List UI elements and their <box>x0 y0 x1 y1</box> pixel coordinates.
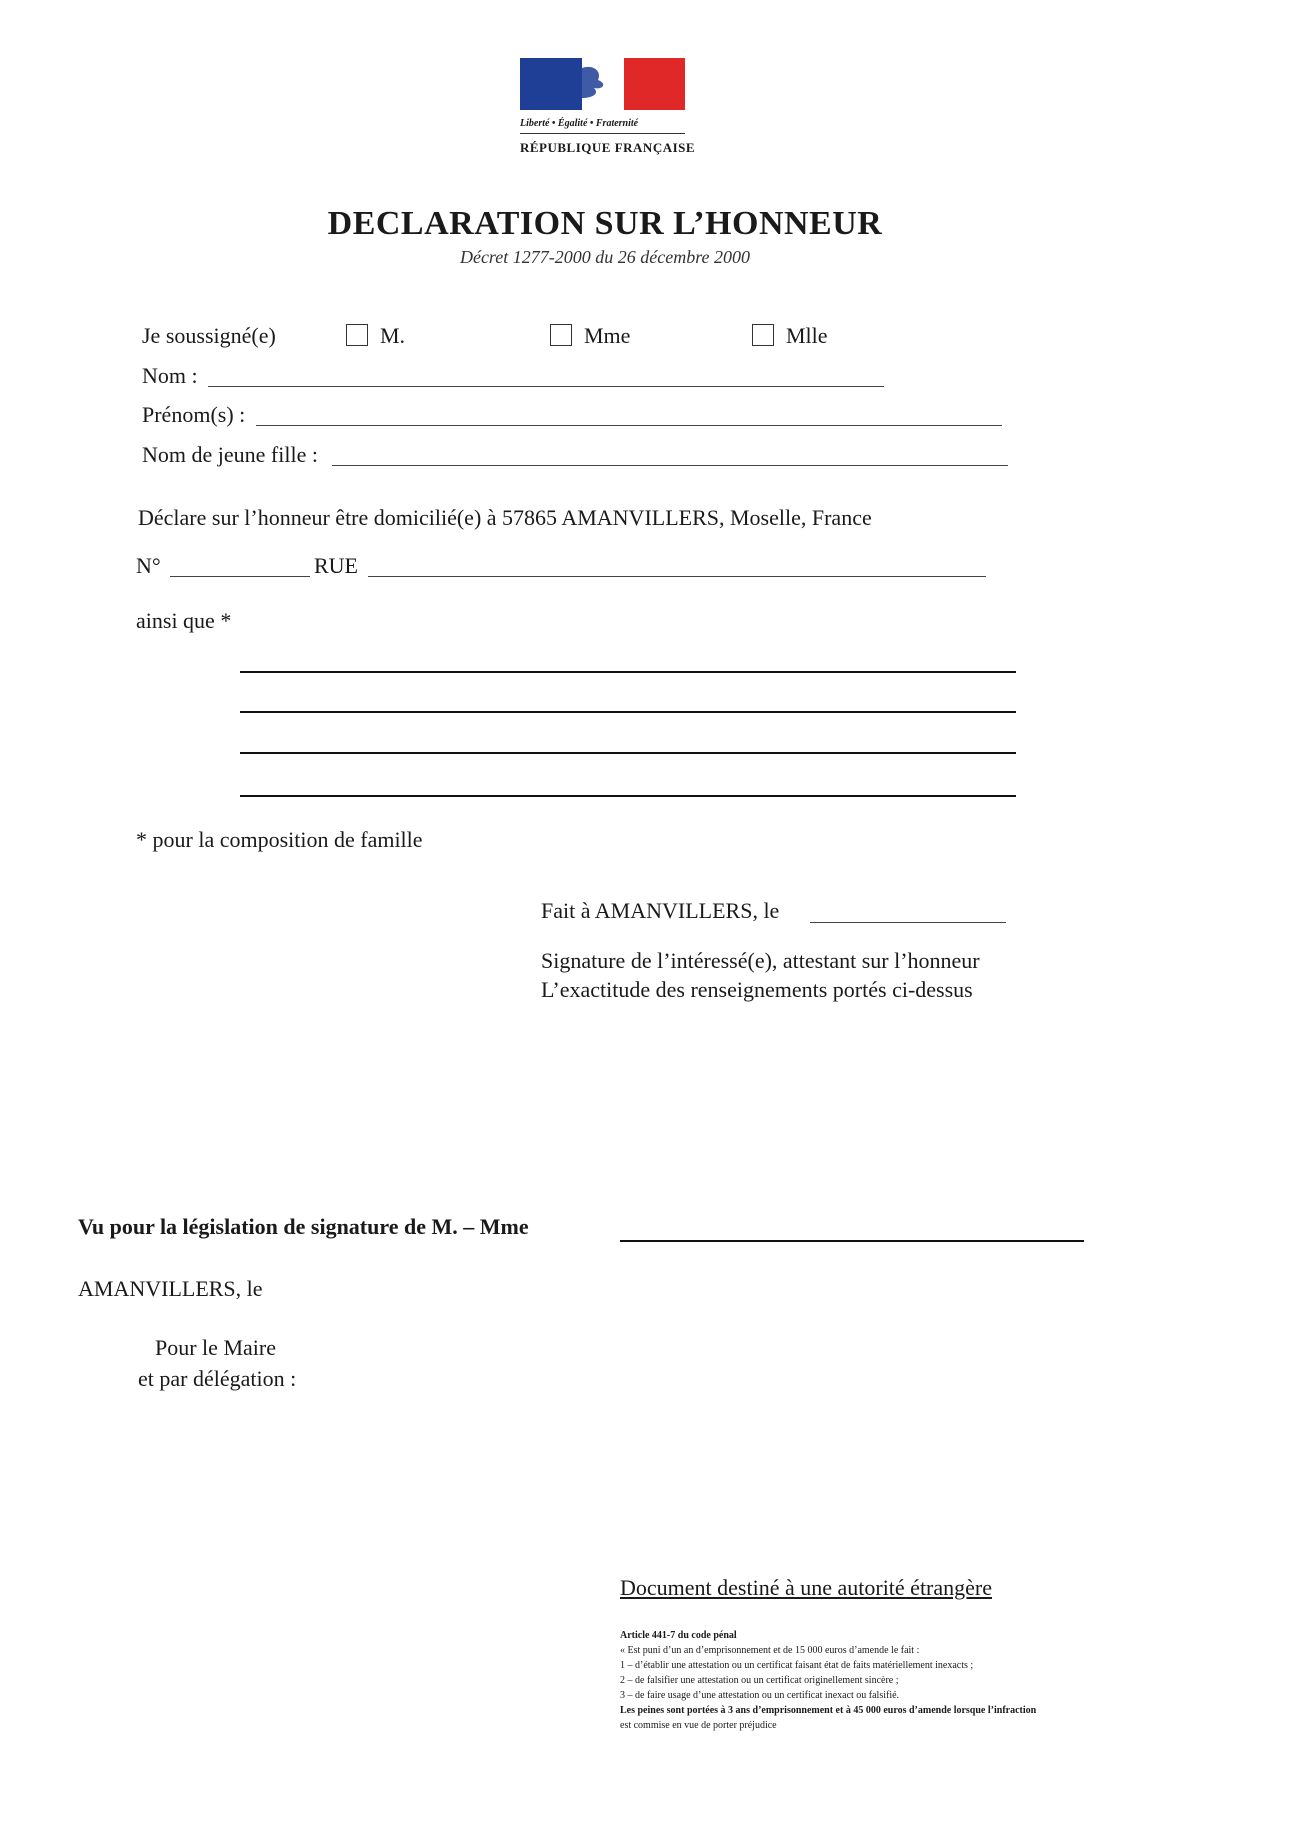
notice-line: Les peines sont portées à 3 ans d’emprisonnement et à 45 000 euros d’amende lorsque l’infraction <box>620 1705 1037 1716</box>
page-subtitle: Décret 1277-2000 du 26 décembre 2000 <box>459 247 751 267</box>
checkbox-mlle[interactable] <box>752 324 774 346</box>
checkbox-mme[interactable] <box>550 324 572 346</box>
nom-field[interactable] <box>208 386 884 387</box>
famille-line-4[interactable] <box>240 795 1016 797</box>
par-delegation: et par délégation : <box>138 1366 297 1391</box>
notice-line: « Est puni d’un an d’emprisonnement et de 15 000 euros d’amende le fait : <box>620 1645 920 1656</box>
marianne-logo <box>520 58 685 110</box>
ainsi-que-label: ainsi que * <box>136 608 232 633</box>
option-mlle[interactable]: Mlle <box>752 323 828 349</box>
jeune-fille-field[interactable] <box>332 465 1008 466</box>
rue-field[interactable] <box>368 576 986 577</box>
notice-line: 2 – de falsifier une attestation ou un certificat originellement sincère ; <box>620 1675 899 1686</box>
nom-label: Nom : <box>142 363 198 388</box>
marianne-profile-icon <box>582 58 624 110</box>
republic-motto: Liberté • Égalité • Fraternité <box>520 118 639 129</box>
famille-line-3[interactable] <box>240 752 1016 754</box>
date-field[interactable] <box>810 922 1006 923</box>
page-title: DECLARATION SUR L’HONNEUR <box>327 205 883 242</box>
notice-title: Document destiné à une autorité étrangère <box>620 1575 993 1600</box>
footnote: * pour la composition de famille <box>136 827 423 852</box>
option-mme[interactable]: Mme <box>550 323 630 349</box>
option-m[interactable]: M. <box>346 323 405 349</box>
prenom-field[interactable] <box>256 425 1002 426</box>
signature-line-2: L’exactitude des renseignements portés ci-dessus <box>541 977 973 1002</box>
legalisation-name-field[interactable] <box>620 1240 1084 1242</box>
penal-code-notice <box>620 1628 1036 1733</box>
notice-line: 1 – d’établir une attestation ou un certificat faisant état de faits matériellement inexacts ; <box>620 1660 974 1671</box>
checkbox-m[interactable] <box>346 324 368 346</box>
legalisation-place-date: AMANVILLERS, le <box>78 1276 263 1301</box>
numero-field[interactable] <box>170 576 310 577</box>
vu-par-label: Vu pour la législation de signature de M. – Mme <box>78 1214 529 1239</box>
notice-line: 3 – de faire usage d’une attestation ou un certificat inexact ou falsifié. <box>620 1690 900 1701</box>
rue-label: RUE <box>314 553 358 578</box>
soussigne-label: Je soussigné(e) <box>142 323 276 348</box>
signature-line-1: Signature de l’intéressé(e), attestant sur l’honneur <box>541 948 980 973</box>
famille-line-1[interactable] <box>240 671 1016 673</box>
republic-name: RÉPUBLIQUE FRANÇAISE <box>520 140 696 155</box>
article-title: Article 441-7 du code pénal <box>620 1630 737 1641</box>
prenom-label: Prénom(s) : <box>142 402 246 427</box>
fait-a-label: Fait à AMANVILLERS, le <box>541 898 780 923</box>
pour-le-maire: Pour le Maire <box>155 1335 276 1360</box>
declaration-text: Déclare sur l’honneur être domicilié(e) à 57865 AMANVILLERS, Moselle, France <box>138 505 872 530</box>
numero-label: N° <box>136 553 161 578</box>
famille-line-2[interactable] <box>240 711 1016 713</box>
jeune-fille-label: Nom de jeune fille : <box>142 442 318 467</box>
notice-line: est commise en vue de porter préjudice <box>620 1720 777 1731</box>
